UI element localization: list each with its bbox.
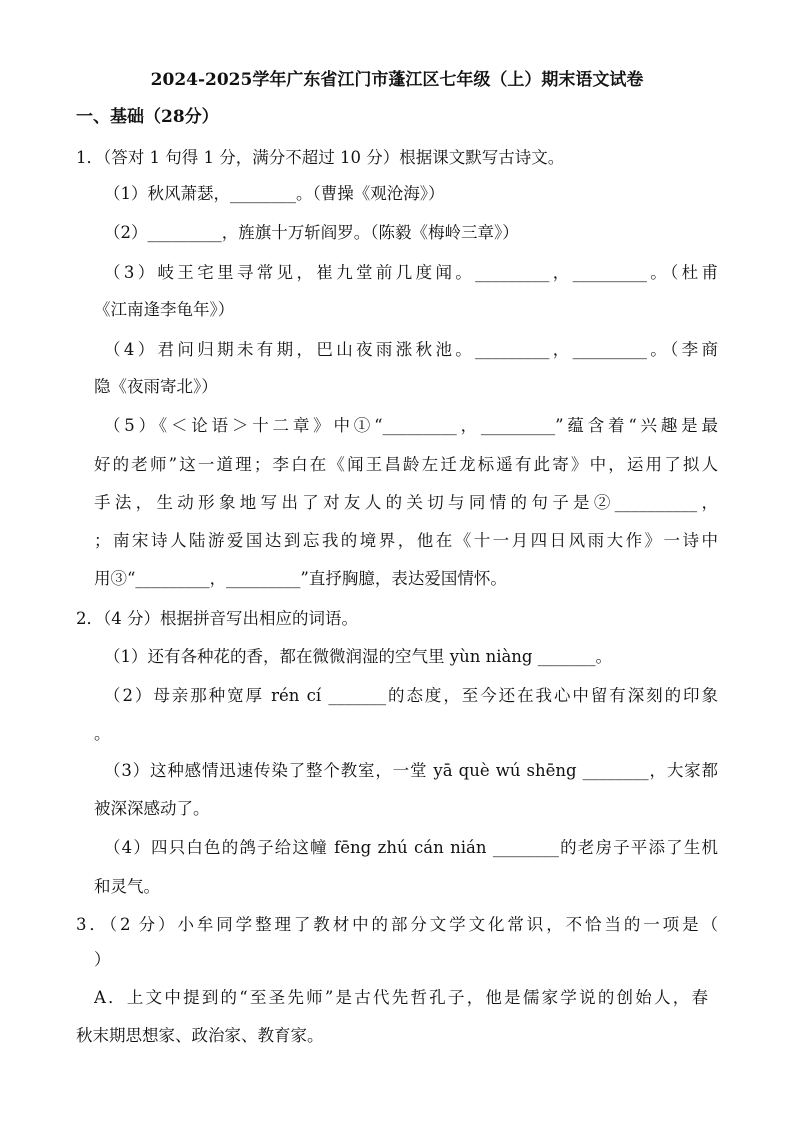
q2-item-1: （1）还有各种花的香，都在微微润湿的空气里 yùn niàng _______。 (104, 647, 612, 666)
q2-item-3: （3）这种感情迅速传染了整个教室，一堂 yā què wú shēng ________，大家都 (104, 761, 718, 780)
q1-item-5-cont-4: 用③“_________，_________”直抒胸臆，表达爱国情怀。 (94, 569, 507, 588)
question-3-stem-cont: ） (94, 950, 111, 969)
q2-item-2: （2）母亲那种宽厚 rén cí _______的态度，至今还在我心中留有深刻的印象 (104, 686, 718, 705)
q1-item-1: （1）秋风萧瑟，________。（曹操《观沧海》） (104, 184, 445, 203)
question-2-stem: 2．（4 分）根据拼音写出相应的词语。 (76, 609, 358, 628)
q1-item-4: （4）君问归期未有期，巴山夜雨涨秋池。_________，_________。（李商 (104, 340, 718, 359)
section-heading: 一、基础（28分） (76, 107, 219, 127)
q2-item-2-cont: 。 (94, 724, 111, 743)
question-1-stem: 1．（答对 1 句得 1 分，满分不超过 10 分）根据课文默写古诗文。 (76, 148, 565, 167)
q1-item-3: （3）岐王宅里寻常见，崔九堂前几度闻。_________，_________。（杜甫 (104, 263, 718, 282)
q2-item-4: （4）四只白色的鸽子给这幢 fēng zhú cán nián ________的老房子平添了生机 (104, 838, 718, 857)
q1-item-5-cont-1: 好的老师”这一道理；李白在《闻王昌龄左迁龙标遥有此寄》中，运用了拟人 (94, 455, 718, 474)
q2-item-3-cont: 被深深感动了。 (94, 799, 210, 818)
q1-item-5-cont-3: ；南宋诗人陆游爱国达到忘我的境界，他在《十一月四日风雨大作》一诗中 (94, 531, 718, 550)
q2-item-4-cont: 和灵气。 (94, 877, 160, 896)
q1-item-2: （2）_________，旌旗十万斩阎罗。（陈毅《梅岭三章》） (104, 223, 519, 242)
q1-item-5: （5）《＜论语＞十二章》中①“_________，_________”蕴含着“兴趣是最 (104, 416, 718, 435)
q3-option-a: A．上文中提到的“至圣先师”是古代先哲孔子，他是儒家学说的创始人，春 (94, 988, 708, 1007)
q3-option-a-cont: 秋末期思想家、政治家、教育家。 (76, 1026, 324, 1045)
question-3-stem: 3．（2 分）小牟同学整理了教材中的部分文学文化常识，不恰当的一项是（ (76, 915, 718, 934)
page-title: 2024-2025学年广东省江门市蓬江区七年级（上）期末语文试卷 (150, 70, 644, 90)
q1-item-5-cont-2: 手法，生动形象地写出了对友人的关切与同情的句子是②__________， (94, 493, 718, 512)
q1-item-3-cont: 《江南逢李龟年》） (94, 300, 235, 319)
q1-item-4-cont: 隐《夜雨寄北》） (94, 377, 218, 396)
